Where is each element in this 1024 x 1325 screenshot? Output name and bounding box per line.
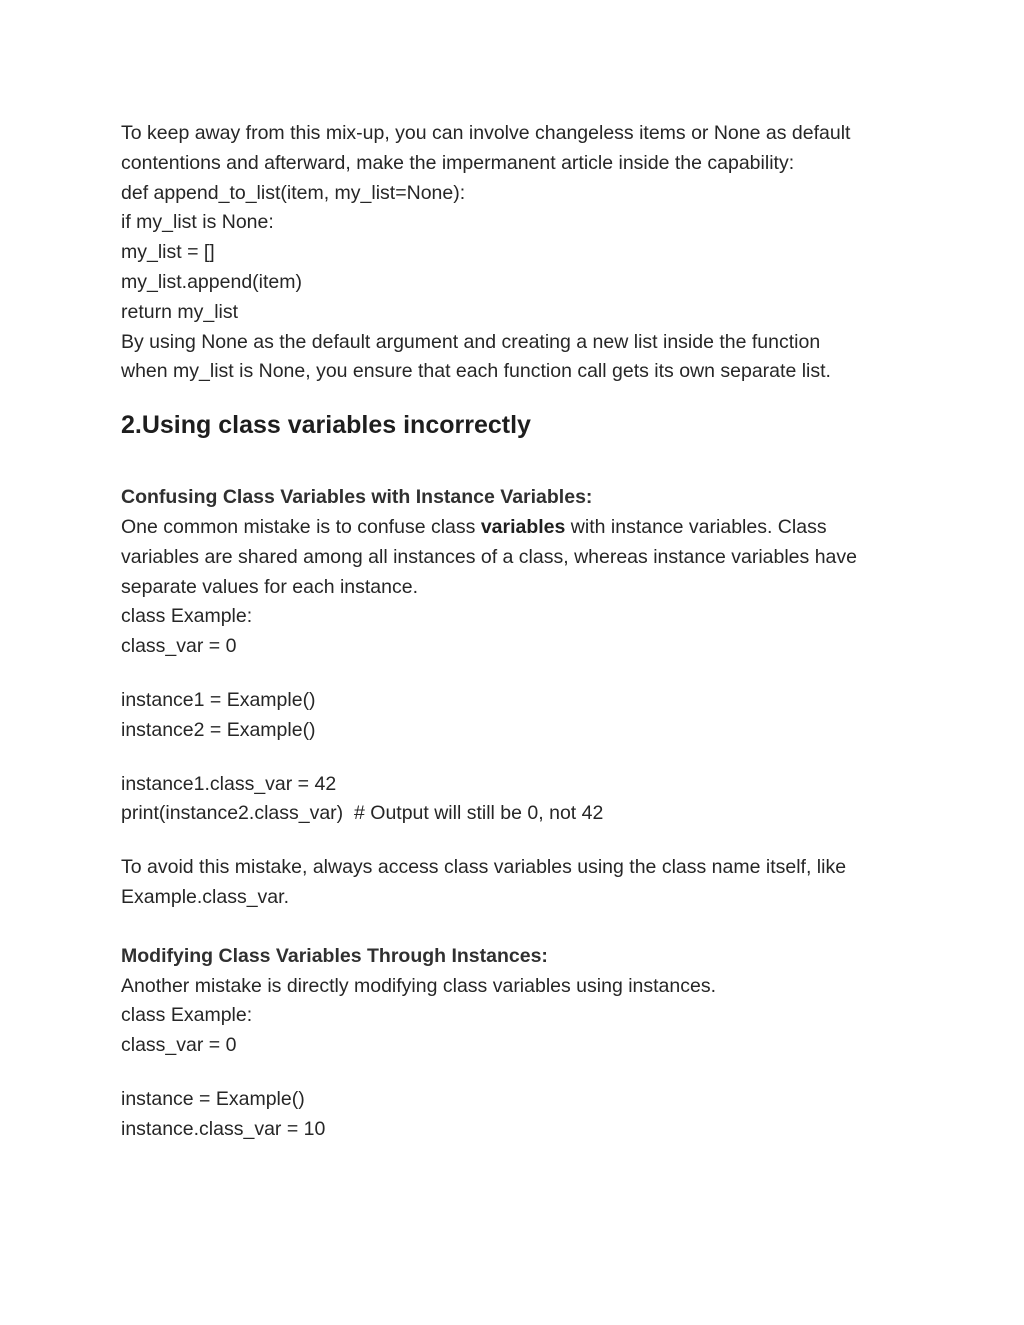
bold-word-variables: variables: [480, 515, 566, 538]
avoid-line-1: To avoid this mistake, always access class variables using the class name itself, like: [121, 856, 847, 879]
code-line: my_list.append(item): [121, 270, 302, 293]
paragraph-line: [121, 513, 911, 543]
subsection-title-modifying: Modifying Class Variables Through Instances:: [121, 944, 548, 967]
paragraph-line: separate values for each instance.: [121, 575, 419, 598]
code-line: def append_to_list(item, my_list=None):: [121, 181, 466, 204]
avoid-line-2: Example.class_var.: [121, 885, 289, 908]
paragraph-text: One common mistake is to confuse class: [121, 515, 481, 538]
subsection-title-confusing: Confusing Class Variables with Instance Variables:: [121, 486, 593, 509]
paragraph-line: Another mistake is directly modifying class variables using instances.: [121, 974, 717, 997]
explain-line-1: By using None as the default argument and creating a new list inside the function: [121, 330, 821, 353]
explain-line-2: when my_list is None, you ensure that each function call gets its own separate list.: [121, 360, 831, 383]
code-line: my_list = []: [121, 241, 215, 264]
intro-line-2: contentions and afterward, make the impermanent article inside the capability:: [121, 151, 795, 174]
code-line: class Example:: [121, 605, 253, 628]
code-line: class_var = 0: [121, 1034, 237, 1057]
code-line: instance2 = Example(): [121, 718, 316, 741]
code-line: class_var = 0: [121, 635, 237, 658]
paragraph-text: with instance variables. Class: [565, 515, 827, 538]
code-line: instance1.class_var = 42: [121, 772, 337, 795]
code-line: instance.class_var = 10: [121, 1117, 326, 1140]
document-page: [121, 119, 911, 1145]
code-line: instance1 = Example(): [121, 688, 316, 711]
section-heading: 2.Using class variables incorrectly: [121, 411, 531, 440]
code-line: class Example:: [121, 1004, 253, 1027]
paragraph-line: variables are shared among all instances of a class, whereas instance variables have: [121, 545, 857, 568]
intro-line-1: To keep away from this mix-up, you can involve changeless items or None as default: [121, 122, 851, 144]
code-line: if my_list is None:: [121, 211, 274, 234]
code-line: instance = Example(): [121, 1087, 305, 1110]
code-line: return my_list: [121, 300, 239, 323]
code-line: print(instance2.class_var) # Output will still be 0, not 42: [121, 802, 604, 825]
